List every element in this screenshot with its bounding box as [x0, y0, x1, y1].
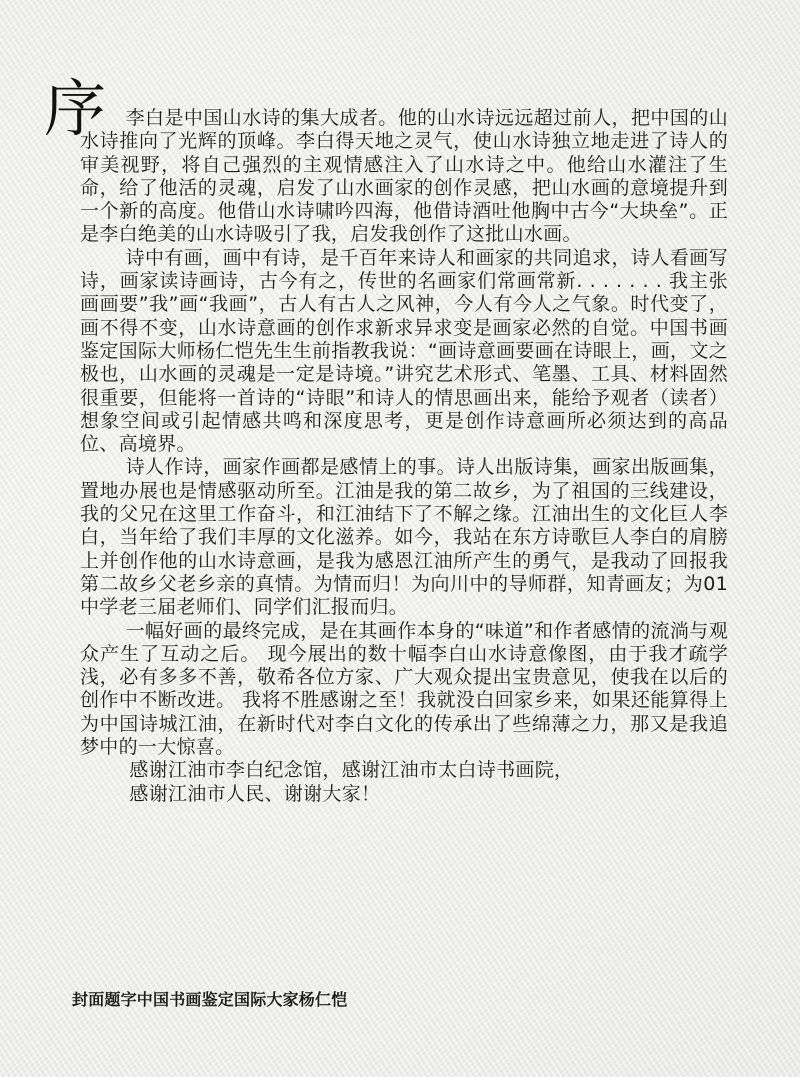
paragraph-2: 诗中有画，画中有诗，是千百年来诗人和画家的共同追求，诗人看画写诗，画家读诗画诗，古今有之，传世的名画家们常画常新. . . . . . . 我主张画画要”我”画“我画”，古人有古人之风神，今人有今人之气象。时代变了，画不得不变，山水诗意画的创作求新求异求变是画家必然的自觉。中国书画鉴定国际大师杨仁恺先生生前指教我说：“画诗意画要画在诗眼上，画，文之极也，山水画的灵魂是一定是诗境。”讲究艺术形式、笔墨、工具、材料固然很重要，但能将一首诗的“诗眼”和诗人的情思画出来，能给予观者（读者）想象空间或引起情感共鸣和深度思考，更是创作诗意画所必须达到的高品位、高境界。	[80, 246, 728, 456]
cover-calligraphy-credit: 封面题字中国书画鉴定国际大家杨仁恺	[72, 990, 348, 1009]
paragraph-1: 李白是中国山水诗的集大成者。他的山水诗远远超过前人，把中国的山水诗推向了光辉的顶峰。李白得天地之灵气，使山水诗独立地走进了诗人的审美视野，将自己强烈的主观情感注入了山水诗之中。他给山水灌注了生命，给了他活的灵魂，启发了山水画家的创作灵感，把山水画的意境提升到一个新的高度。他借山水诗啸吟四海，他借诗酒吐他胸中古今“大块垒”。正是李白绝美的山水诗吸引了我，启发我创作了这批山水画。	[80, 107, 728, 246]
page-title: 序	[44, 71, 107, 145]
thanks-line-1: 感谢江油市李白纪念馆，感谢江油市太白诗书画院，	[129, 759, 574, 782]
preface-body	[80, 107, 728, 806]
paragraph-4: 一幅好画的最终完成，是在其画作本身的“味道”和作者感情的流淌与观众产生了互动之后。 现今展出的数十幅李白山水诗意像图，由于我才疏学浅，必有多多不善，敬希各位方家、广大观众提出宝贵意见，使我在以后的创作中不断改进。 我将不胜感谢之至！我就没白回家乡来，如果还能算得上为中国诗城江油，在新时代对李白文化的传承出了些绵薄之力，那又是我追梦中的一大惊喜。	[80, 619, 728, 759]
paragraph-3: 诗人作诗，画家作画都是感情上的事。诗人出版诗集，画家出版画集，置地办展也是情感驱动所至。江油是我的第二故乡，为了祖国的三线建设，我的父兄在这里工作奋斗，和江油结下了不解之缘。江油出生的文化巨人李白，当年给了我们丰厚的文化滋养。如今，我站在东方诗歌巨人李白的肩膀上并创作他的山水诗意画，是我为感恩江油所产生的勇气，是我动了回报我第二故乡父老乡亲的真情。为情而归！为向川中的导师群，知青画友；为01中学老三届老师们、同学们汇报而归。	[80, 456, 728, 619]
thanks-line-2: 感谢江油市人民、谢谢大家！	[129, 782, 381, 805]
